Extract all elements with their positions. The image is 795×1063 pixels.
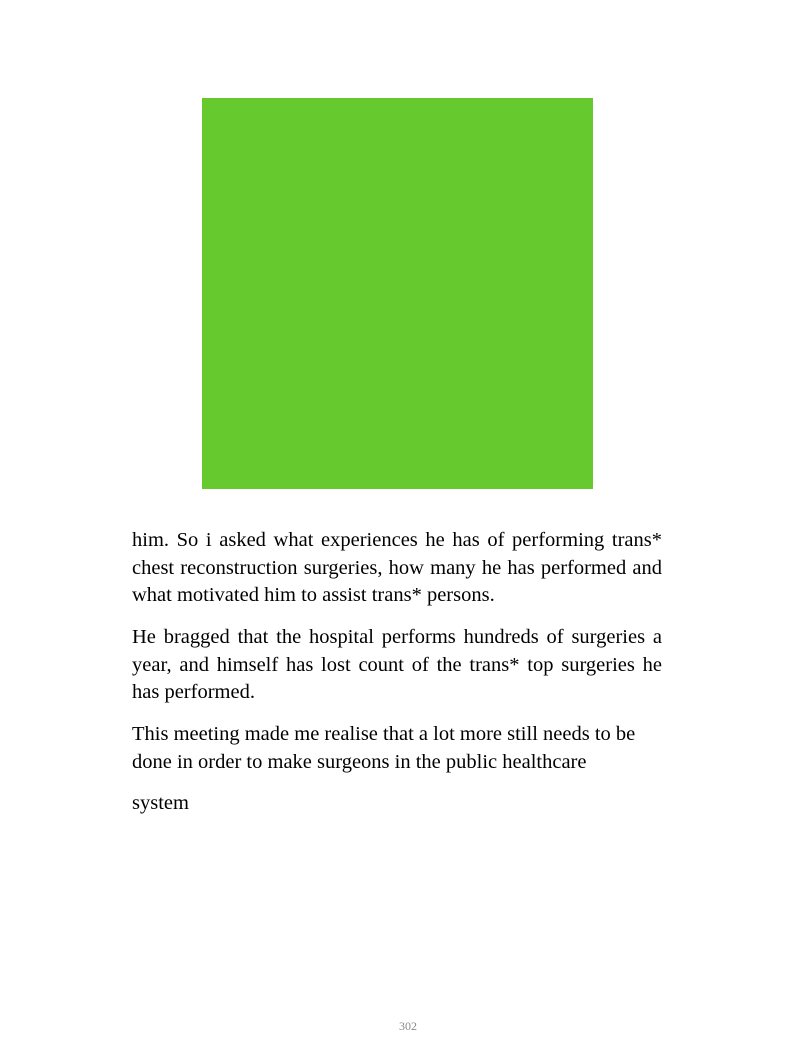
- paragraph-2: He bragged that the hospital performs hundreds of surgeries a year, and himself has lost count of the trans* top surgeries he has performed.: [132, 626, 662, 703]
- paragraph-3: This meeting made me realise that a lot more still needs to be done in order to make surgeons in the public healthcare: [132, 723, 636, 773]
- paragraph-1: him. So i asked what experiences he has of performing trans* chest reconstruction surgeries, how many he has performed and what motivated him to assist trans* persons.: [132, 529, 662, 606]
- page-number: 302: [399, 1019, 417, 1033]
- paragraph-4: system: [132, 792, 189, 814]
- green-figure-block: [202, 98, 593, 489]
